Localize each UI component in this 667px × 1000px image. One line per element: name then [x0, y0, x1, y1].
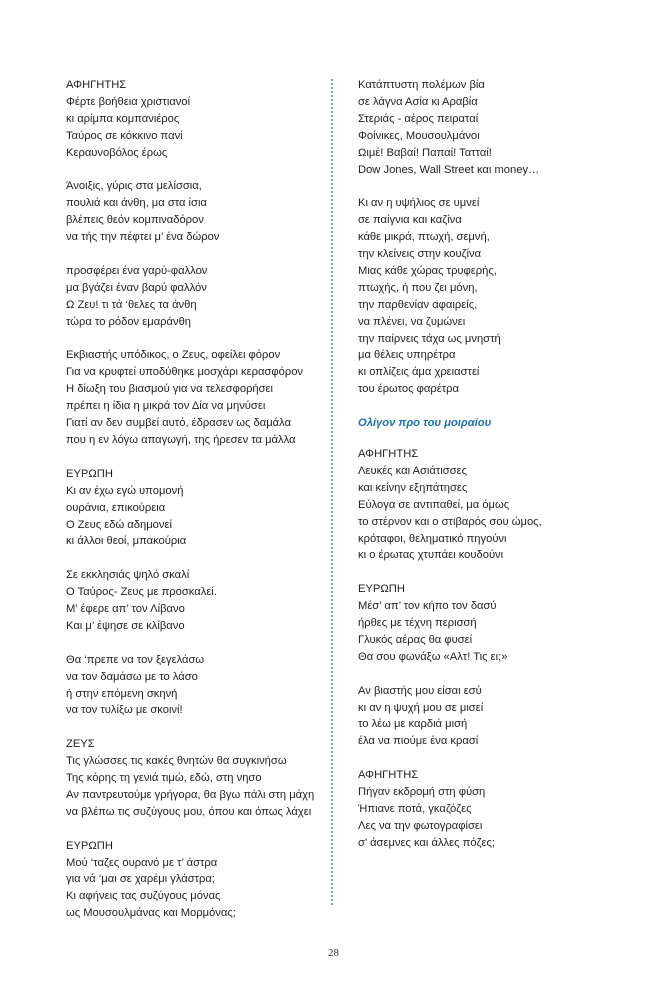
verse-line: μα θέλεις υπηρέτρα	[358, 349, 456, 362]
verse-line: ή στην επόμενη σκηνή	[66, 687, 178, 700]
verse-line: Πήγαν εκδρομή στη φύση	[358, 786, 486, 799]
verse-line: πτωχής, ή που ζει μόνη,	[358, 281, 478, 294]
column-divider	[331, 79, 333, 905]
verse-line: Αν παντρευτούμε γρήγορα, θα βγω πάλι στη μάχη	[66, 788, 315, 801]
verse-line: την παρθενίαν αφαιρείς,	[358, 298, 478, 311]
stanza	[66, 347, 314, 448]
verse-line: Κεραυνοβόλος έρως	[66, 146, 168, 159]
verse-line: του έρωτος φαρέτρα	[358, 383, 459, 396]
verse-line: τώρα το ρόδον εμαράνθη	[66, 315, 192, 328]
verse-line: Εύλογα σε αντιπαθεί, μα όμως	[358, 498, 510, 511]
verse-line: Θα σου φωνάξω «Αλτ! Τις ει;»	[358, 650, 508, 663]
stanza	[66, 263, 314, 331]
verse-line: κρόταφοι, θεληματικό πηγούνι	[358, 532, 507, 545]
verse-line: ΑΦΗΓΗΤΗΣ	[358, 448, 419, 460]
verse-line: Λευκές και Ασιάτισσες	[358, 464, 467, 477]
verse-line: να τον τυλίξω με σκοινί!	[66, 704, 183, 717]
stanza	[358, 581, 608, 666]
verse-line: κάθε μικρά, πτωχή, σεμνή,	[358, 231, 490, 244]
verse-line: να βλέπω τις συζύγους μου, όπου και όπως λάχει	[66, 805, 312, 818]
verse-line: που η εν λόγω απαγωγή, της ήρεσεν τα μάλλα	[66, 433, 296, 446]
verse-line: την κλείνεις στην κουζίνα	[358, 248, 482, 261]
verse-line: Σε εκκλησιάς ψηλό σκαλί	[66, 569, 190, 582]
right-stanzas-after	[358, 446, 608, 852]
stanza	[66, 838, 314, 923]
verse-line: κι αρίμπα κομπανιέρος	[66, 112, 180, 125]
verse-line: Ω Ζευ! τι τά ‘θελες τα άνθη	[66, 298, 197, 311]
verse-line: ήρθες με τέχνη περισσή	[358, 617, 477, 630]
verse-line: Φέρτε βοήθεια χριστιανοί	[66, 95, 191, 108]
verse-line: Ο Ταύρος- Ζευς με προσκαλεί.	[66, 586, 217, 599]
stanza	[66, 736, 314, 821]
verse-line: να τής την πέφτει μ’ ένα δώρον	[66, 231, 220, 244]
verse-line: μα βγάζει έναν βαρύ φαλλόν	[66, 281, 207, 294]
verse-line: το στέρνον και ο στιβαρός σου ώμος,	[358, 515, 542, 528]
verse-line: Κι αν έχω εγώ υπομονή	[66, 484, 184, 497]
verse-line: βλέπεις θεόν κομπιναδόρον	[66, 214, 204, 227]
verse-line: ΕΥΡΩΠΗ	[358, 583, 405, 596]
verse-line: σε λάγνα Ασία κι Αραβία	[358, 95, 478, 108]
verse-line: κι οπλίζεις άμα χρειαστεί	[358, 366, 480, 379]
stanza	[358, 77, 608, 178]
section-title: Ολίγον προ του μοιραίου	[358, 417, 492, 430]
verse-line: Εκβιαστής υπόδικος, ο Ζευς, οφείλει φόρον	[66, 349, 281, 362]
verse-line: Της κόρης τη γενιά τιμώ, εδώ, στη νησο	[66, 772, 262, 785]
verse-line: ως Μουσουλμάνας και Μορμόνας;	[66, 907, 236, 920]
verse-line: πρέπει η ίδια η μικρά τον Δία να μηνύσει	[66, 400, 266, 413]
stanza	[358, 767, 608, 852]
stanza	[358, 195, 608, 398]
left-column	[66, 77, 314, 939]
verse-line: Για να κρυφτεί υποδύθηκε μοσχάρι κερασφόρον	[66, 366, 304, 379]
verse-line: Μέσ’ απ’ τον κήπο τον δασύ	[358, 600, 497, 613]
verse-line: Γλυκός αέρας θα φυσεί	[358, 633, 473, 646]
stanza	[66, 466, 314, 551]
verse-line: να τον δαμάσω με το λάσο	[66, 670, 198, 683]
verse-line: Μ’ έφερε απ’ τον Λίβανο	[66, 603, 185, 616]
verse-line: για νά ‘μαι σε χαρέμι γλάστρα;	[66, 873, 215, 886]
verse-line: ουράνια, επικούρεια	[66, 501, 166, 514]
verse-line: Γιατί αν δεν συμβεί αυτό, έδρασεν ως δαμάλα	[66, 417, 292, 430]
stanza	[358, 446, 608, 564]
verse-line: την παίρνεις τάχα ως μνηστή	[358, 332, 501, 345]
verse-line: ΑΦΗΓΗΤΗΣ	[358, 769, 419, 782]
stanza	[358, 683, 608, 751]
verse-line: να πλένει, να ζυμώνει	[358, 315, 466, 328]
verse-line: Στεριάς - αέρος πειραταί	[358, 112, 479, 125]
verse-line: σ’ άσεμνες και άλλες πόζες;	[358, 836, 495, 849]
verse-line: κι άλλοι θεοί, μπακούρια	[66, 535, 187, 548]
verse-line: Κατάπτυστη πολέμων βία	[358, 79, 485, 91]
verse-line: Τις γλώσσες τις κακές θνητών θα συγκινήσω	[66, 755, 287, 768]
stanza	[66, 77, 314, 162]
verse-line: το λέω με καρδιά μισή	[358, 718, 468, 731]
verse-line: κι ο έρωτας χτυπάει κουδούνι	[358, 549, 504, 562]
verse-line: Κι αν η υψήλιος σε υμνεί	[358, 197, 480, 210]
verse-line: Λες να την φωτογραφίσει	[358, 819, 483, 832]
verse-line: σε παίγνια και καζίνα	[358, 214, 462, 227]
verse-line: ΖΕΥΣ	[66, 738, 95, 751]
verse-line: πουλιά και άνθη, μα στα ίσια	[66, 197, 207, 210]
verse-line: ΕΥΡΩΠΗ	[66, 839, 113, 852]
stanza	[66, 178, 314, 246]
verse-line: Μού ‘ταζες ουρανό με τ’ άστρα	[66, 856, 218, 869]
verse-line: ΑΦΗΓΗΤΗΣ	[66, 79, 127, 91]
verse-line: προσφέρει ένα γαρύ-φαλλον	[66, 264, 208, 277]
stanza	[66, 567, 314, 635]
verse-line: Και μ’ έψησε σε κλίβανο	[66, 619, 185, 632]
verse-line: Φοίνικες, Μουσουλμάνοι	[358, 129, 480, 142]
verse-line: Θα ‘πρεπε να τον ξεγελάσω	[66, 653, 205, 666]
verse-line: Μιας κάθε χώρας τρυφερής,	[358, 264, 497, 277]
stanza	[66, 652, 314, 720]
verse-line: Κι αφήνεις τας συζύγους μόνας	[66, 890, 221, 903]
verse-line: Άνοιξις, γύρις στα μελίσσια,	[66, 180, 202, 193]
verse-line: κι αν η ψυχή μου σε μισεί	[358, 701, 484, 714]
right-stanzas-before	[358, 77, 608, 398]
verse-line: Ο Ζευς εδώ αδημονεί	[66, 518, 172, 531]
verse-line: και κείνην εξηπάτησες	[358, 481, 468, 494]
right-column	[358, 77, 608, 869]
verse-line: Ωιμέ! Βαβαί! Παπαί! Τατταί!	[358, 146, 492, 159]
verse-line: Ταύρος σε κόκκινο πανί	[66, 129, 183, 142]
verse-line: Η δίωξη του βιασμού για να τελεσφορήσει	[66, 383, 274, 396]
verse-line: ΕΥΡΩΠΗ	[66, 467, 113, 480]
verse-line: Dow Jones, Wall Street και money…	[358, 163, 540, 176]
verse-line: Αν βιαστής μου είσαι εσύ	[358, 684, 482, 697]
page-number: 28	[328, 947, 339, 959]
verse-line: Ήπιανε ποτά, γκαζόζες	[358, 802, 472, 815]
verse-line: έλα να πιούμε ένα κρασί	[358, 735, 479, 748]
